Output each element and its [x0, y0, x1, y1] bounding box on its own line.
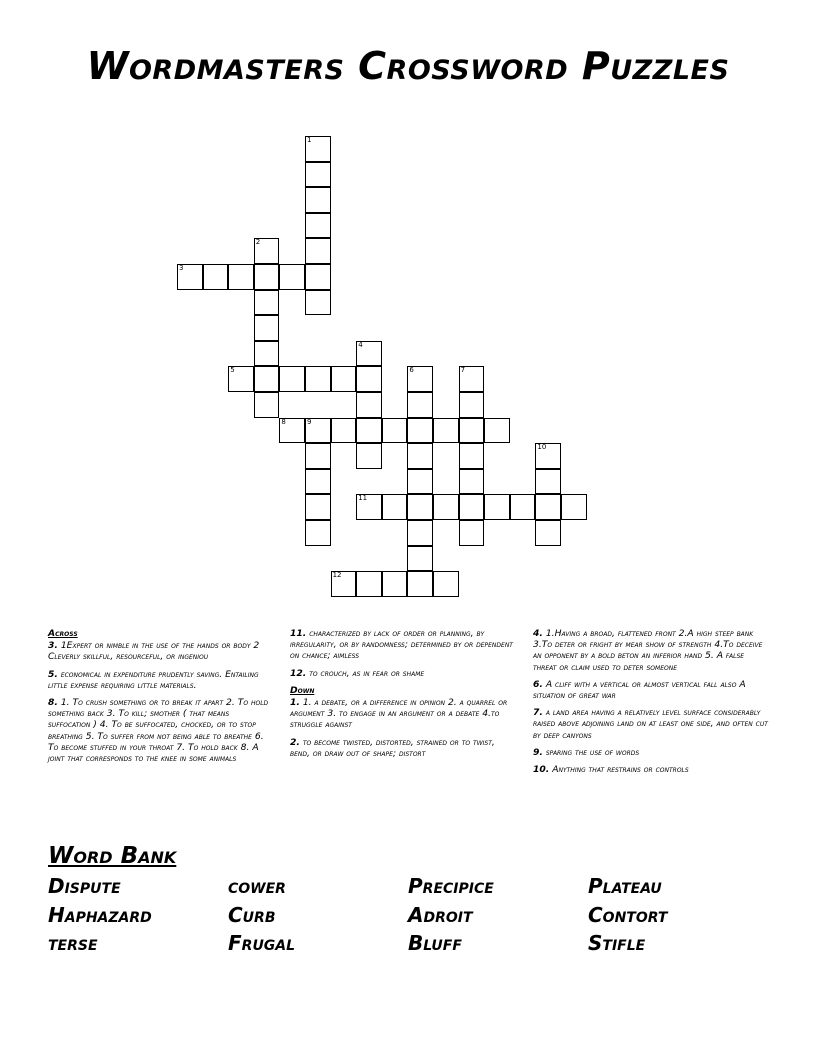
clue-number-label: 11: [358, 494, 368, 503]
word-bank-item: Precipice: [408, 874, 494, 898]
clue-down-6: 6. A cliff with a vertical or almost vertical fall also A situation of great war: [533, 678, 746, 702]
clue-number-label: 3: [179, 264, 184, 272]
grid-cell[interactable]: [459, 392, 485, 418]
clue-down-7: 7. a land area having a relatively level surface considerably raised above adjoining land on at least one side, and often cut by deep canyons: [533, 707, 768, 741]
grid-cell[interactable]: [459, 520, 485, 546]
clues-column-2: [290, 628, 515, 765]
word-bank-item: Stifle: [588, 931, 646, 955]
down-heading: Down: [290, 684, 315, 696]
grid-cell[interactable]: [407, 494, 433, 520]
clue-number-label: 6: [409, 366, 414, 375]
clues-column-1: [48, 628, 273, 770]
grid-cell[interactable]: [407, 469, 433, 495]
word-bank-item: Adroit: [408, 903, 473, 927]
grid-cell[interactable]: [356, 494, 382, 520]
clue-across-5: 5. economical in expenditure prudently saving. Entailing little expense requiring little materials.: [48, 668, 259, 691]
grid-cell[interactable]: [407, 418, 433, 444]
grid-cell[interactable]: [561, 494, 587, 520]
grid-cell[interactable]: [459, 418, 485, 444]
word-bank-item: Haphazard: [48, 903, 152, 927]
grid-cell[interactable]: [203, 264, 229, 290]
grid-cell[interactable]: [254, 392, 280, 418]
grid-cell[interactable]: [407, 366, 433, 392]
clue-number-label: 1: [307, 136, 312, 144]
grid-cell[interactable]: [407, 392, 433, 418]
word-bank-item: Dispute: [48, 874, 121, 898]
grid-cell[interactable]: [484, 418, 510, 444]
grid-cell[interactable]: [305, 366, 331, 392]
grid-cell[interactable]: [279, 418, 305, 444]
grid-cell[interactable]: [254, 290, 280, 316]
grid-cell[interactable]: [331, 418, 357, 444]
grid-cell[interactable]: [254, 238, 280, 264]
word-bank-item: terse: [48, 931, 98, 955]
clue-across-8: 8. 1. To crush something or to break it apart 2. To hold something back 3. To kill; smother ( that means suffocation ) 4. To be suffocated, chocked, or to stop breathing 5. To suffer from not being able to breathe 6. To become stuffed in your throat 7. To hold back 8. A joint that corresponds to the knee in some animals: [48, 697, 269, 765]
grid-cell[interactable]: [356, 443, 382, 469]
grid-cell[interactable]: [382, 494, 408, 520]
grid-cell[interactable]: [459, 469, 485, 495]
grid-cell[interactable]: [228, 366, 254, 392]
grid-cell[interactable]: [407, 520, 433, 546]
clue-number-label: 9: [307, 417, 312, 426]
clue-across-11: 11. characterized by lack of order or planning, by irregularity, or by randomness; determined by or dependent on chance; aimless: [290, 628, 513, 662]
grid-cell[interactable]: [459, 366, 485, 392]
word-bank-item: Bluff: [408, 931, 462, 955]
grid-cell[interactable]: [382, 418, 408, 444]
grid-cell[interactable]: [305, 469, 331, 495]
grid-cell[interactable]: [459, 443, 485, 469]
grid-cell[interactable]: [254, 341, 280, 367]
word-bank-item: Curb: [228, 903, 276, 927]
grid-cell[interactable]: [279, 264, 305, 290]
word-bank-item: Plateau: [588, 874, 662, 898]
grid-cell[interactable]: [331, 366, 357, 392]
clues-column-3: [533, 628, 768, 781]
clue-down-4: 4. 1.Having a broad, flattened front 2.A high steep bank 3.To deter or fright by mear show of strength 4.To deceive an opponent by a bold beton an inferior hand 5. A false threat or claim used to deter someone: [533, 628, 763, 673]
clue-down-2: 2. to become twisted, distorted, strained or to twist, bend, or draw out of shape; distort: [290, 736, 495, 759]
grid-cell[interactable]: [305, 290, 331, 316]
clue-number-label: 7: [460, 366, 466, 375]
clue-down-1: 1. 1. a debate, or a difference in opinion 2. a quarrel or argument 3. to engage in an argument or a debate 4.to struggle against: [290, 697, 508, 731]
grid-cell[interactable]: [254, 315, 280, 341]
grid-cell[interactable]: [356, 571, 382, 597]
grid-cell[interactable]: [484, 494, 510, 520]
grid-cell[interactable]: [356, 418, 382, 444]
grid-cell[interactable]: [510, 494, 536, 520]
grid-cell[interactable]: [305, 162, 331, 188]
clue-number-label: 4: [358, 340, 363, 349]
grid-cell[interactable]: [305, 264, 331, 290]
grid-cell[interactable]: [407, 443, 433, 469]
grid-cell[interactable]: [305, 494, 331, 520]
grid-cell[interactable]: [407, 571, 433, 597]
clue-across-12: 12. to crouch, as in fear or shame: [290, 667, 425, 679]
grid-cell[interactable]: [535, 520, 561, 546]
grid-cell[interactable]: [535, 494, 561, 520]
clue-number-label: 5: [230, 366, 235, 375]
clue-down-10: 10. Anything that restrains or controls: [533, 764, 689, 776]
grid-cell[interactable]: [407, 546, 433, 572]
grid-cell[interactable]: [305, 520, 331, 546]
page-title: Wordmasters Crossword Puzzles: [86, 44, 730, 88]
clue-down-9: 9. sparing the use of words: [533, 746, 640, 758]
grid-cell[interactable]: [433, 571, 459, 597]
word-bank-item: Contort: [588, 903, 668, 927]
grid-cell[interactable]: [305, 238, 331, 264]
word-bank-title: Word Bank: [48, 843, 177, 869]
grid-cell[interactable]: [433, 494, 459, 520]
grid-cell[interactable]: [356, 341, 382, 367]
grid-cell[interactable]: [356, 366, 382, 392]
grid-cell[interactable]: [459, 494, 485, 520]
across-heading: Across: [48, 628, 78, 639]
grid-cell[interactable]: [305, 136, 331, 162]
grid-cell[interactable]: [535, 443, 561, 469]
grid-cell[interactable]: [382, 571, 408, 597]
grid-cell[interactable]: [305, 213, 331, 239]
grid-cell[interactable]: [305, 443, 331, 469]
grid-cell[interactable]: [305, 418, 331, 444]
clue-number-label: 10: [537, 443, 547, 452]
grid-cell[interactable]: [305, 187, 331, 213]
grid-cell[interactable]: [279, 366, 305, 392]
word-bank-item: Frugal: [228, 931, 296, 955]
grid-cell[interactable]: [356, 392, 382, 418]
grid-cell[interactable]: [331, 571, 357, 597]
grid-cell[interactable]: [177, 264, 203, 290]
grid-cell[interactable]: [433, 418, 459, 444]
clue-number-label: 8: [281, 417, 286, 426]
grid-cell[interactable]: [535, 469, 561, 495]
clue-number-label: 2: [255, 238, 261, 247]
grid-cell[interactable]: [254, 264, 280, 290]
clue-number-label: 12: [332, 571, 342, 580]
clue-across-3: 3. 1Expert or nimble in the use of the hands or body 2 Cleverly skillful, resourceful, or ingeniou: [48, 640, 260, 663]
grid-cell[interactable]: [228, 264, 254, 290]
grid-cell[interactable]: [254, 366, 280, 392]
word-bank-item: cower: [228, 874, 286, 898]
